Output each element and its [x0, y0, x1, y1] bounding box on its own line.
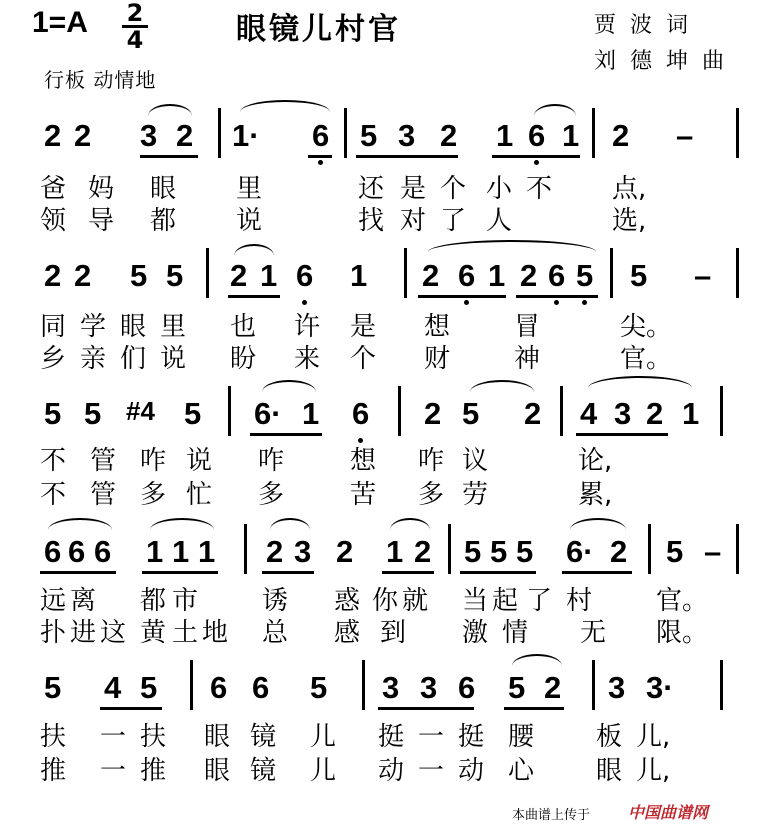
slur	[262, 380, 316, 392]
lyric-char: 市	[172, 586, 199, 616]
lyric-char: 尖。	[620, 312, 673, 342]
note: 3	[294, 534, 312, 569]
lyric-char: 论,	[578, 446, 613, 476]
lyric-line-3a	[0, 440, 761, 476]
lyric-char: 儿,	[636, 722, 671, 752]
lyric-char: 总	[262, 618, 289, 648]
site-logo[interactable]: 中国曲谱网	[628, 803, 709, 822]
note: 3	[614, 396, 632, 431]
notation-row-1	[0, 118, 761, 158]
lyric-char: 里	[160, 312, 187, 342]
note: 2	[612, 118, 630, 153]
octave-dot	[582, 300, 587, 305]
lyric-char: 扑	[40, 618, 67, 648]
lyric-char: 离	[70, 586, 97, 616]
underline-beam	[40, 571, 116, 574]
note: 2	[524, 396, 542, 431]
note: 6	[94, 534, 112, 569]
lyric-char: 领	[40, 206, 67, 236]
note: 6	[458, 258, 476, 293]
note: 2	[336, 534, 354, 569]
note: 6	[528, 118, 546, 153]
lyric-char: 个	[440, 174, 467, 204]
note: 5	[140, 670, 158, 705]
lyric-char: 地	[202, 618, 229, 648]
note: 3	[398, 118, 416, 153]
lyric-char: 许	[294, 312, 321, 342]
lyric-char: 到	[380, 618, 407, 648]
lyric-char: 冒	[514, 312, 541, 342]
lyric-char: 情	[502, 618, 529, 648]
note: 3	[608, 670, 626, 705]
note: 2	[424, 396, 442, 431]
note: 2	[544, 670, 562, 705]
note: 5	[462, 396, 480, 431]
lyric-char: 管	[90, 480, 117, 510]
note: 5	[630, 258, 648, 293]
lyric-line-2a	[0, 306, 761, 342]
lyric-char: 里	[236, 174, 263, 204]
note: 6	[352, 396, 370, 431]
slur	[270, 518, 310, 530]
lyric-char: 议	[462, 446, 489, 476]
note: 1	[198, 534, 216, 569]
note: #4	[126, 396, 155, 426]
lyric-char: 眼	[204, 722, 231, 752]
note: –	[694, 258, 712, 293]
note: 2	[414, 534, 432, 569]
underline-beam	[504, 707, 564, 710]
note: 2	[74, 258, 92, 293]
lyric-char: 一	[100, 722, 127, 752]
slur	[534, 104, 576, 116]
octave-dot	[302, 300, 307, 305]
barline	[244, 524, 247, 574]
lyric-char: 选,	[612, 206, 647, 236]
lyric-char: 了	[526, 586, 553, 616]
lyric-char: 个	[350, 344, 377, 374]
note: 6	[548, 258, 566, 293]
lyric-line-1b	[0, 200, 761, 236]
underline-beam	[576, 433, 668, 436]
lyric-char: 小	[486, 174, 513, 204]
note: –	[704, 534, 722, 569]
underline-beam	[140, 155, 198, 158]
slur	[234, 244, 274, 256]
lyric-char: 对	[400, 206, 427, 236]
lyric-char: 扶	[140, 722, 167, 752]
lyric-char: 了	[440, 206, 467, 236]
note: 1	[682, 396, 700, 431]
lyric-char: 还	[358, 174, 385, 204]
lyric-char: 点,	[612, 174, 647, 204]
lyric-char: 挺	[458, 722, 485, 752]
notation-row-5	[0, 670, 761, 710]
lyric-char: 人	[486, 206, 513, 236]
lyric-char: 劳	[462, 480, 489, 510]
note: 3·	[646, 670, 674, 705]
note: 2	[440, 118, 458, 153]
lyric-char: 咋	[418, 446, 445, 476]
lyric-char: 眼	[596, 756, 623, 786]
lyric-line-4b	[0, 612, 761, 648]
note: –	[676, 118, 694, 153]
lyric-char: 诱	[262, 586, 289, 616]
time-signature-bottom: 4	[126, 26, 144, 54]
note: 4	[580, 396, 598, 431]
lyric-char: 儿	[310, 722, 337, 752]
lyric-char: 亲	[80, 344, 107, 374]
note: 2	[44, 118, 62, 153]
key-signature: 1=A	[32, 6, 88, 39]
lyric-char: 不	[40, 480, 67, 510]
barline	[228, 386, 231, 436]
lyric-line-1a	[0, 168, 761, 204]
note: 6	[68, 534, 86, 569]
lyric-char: 起	[492, 586, 519, 616]
lyric-char: 忙	[186, 480, 213, 510]
lyric-line-5a	[0, 716, 761, 752]
barline	[218, 108, 221, 158]
note: 1	[350, 258, 368, 293]
lyric-char: 儿	[310, 756, 337, 786]
note: 6	[458, 670, 476, 705]
note: 6	[312, 118, 330, 153]
note: 2	[266, 534, 284, 569]
lyric-char: 动	[378, 756, 405, 786]
lyric-char: 多	[140, 480, 167, 510]
barline	[720, 660, 723, 710]
note: 5	[44, 396, 62, 431]
lyric-char: 挺	[378, 722, 405, 752]
note: 6	[44, 534, 62, 569]
lyric-char: 推	[40, 756, 67, 786]
lyric-line-2b	[0, 338, 761, 374]
octave-dot	[534, 160, 539, 165]
lyric-char: 镜	[250, 756, 277, 786]
barline	[592, 108, 595, 158]
underline-beam	[562, 571, 632, 574]
lyric-char: 儿,	[636, 756, 671, 786]
note: 4	[104, 670, 122, 705]
note: 5	[84, 396, 102, 431]
note: 2	[422, 258, 440, 293]
lyric-char: 妈	[88, 174, 115, 204]
lyric-char: 感	[334, 618, 361, 648]
note: 3	[140, 118, 158, 153]
upload-note: 本曲谱上传于	[512, 808, 591, 823]
note: 2	[176, 118, 194, 153]
lyric-char: 们	[120, 344, 147, 374]
note: 1	[386, 534, 404, 569]
note: 1	[488, 258, 506, 293]
note: 1	[302, 396, 320, 431]
note: 5	[44, 670, 62, 705]
lyric-line-3b	[0, 474, 761, 510]
barline	[560, 386, 563, 436]
lyric-char: 多	[418, 480, 445, 510]
lyric-char: 想	[424, 312, 451, 342]
note: 2	[44, 258, 62, 293]
note: 5	[490, 534, 508, 569]
lyric-char: 动	[458, 756, 485, 786]
lyric-char: 黄	[140, 618, 167, 648]
note: 1·	[232, 118, 260, 153]
lyric-char: 官。	[656, 586, 709, 616]
lyric-char: 说	[160, 344, 187, 374]
underline-beam	[382, 571, 434, 574]
slur	[150, 518, 214, 530]
underline-beam	[378, 707, 474, 710]
note: 5	[166, 258, 184, 293]
lyric-char: 眼	[150, 174, 177, 204]
barline	[404, 248, 407, 298]
underline-beam	[100, 707, 162, 710]
time-signature-top: 2	[126, 0, 144, 27]
lyric-char: 一	[100, 756, 127, 786]
slur	[390, 518, 430, 530]
slur	[148, 104, 192, 116]
underline-beam	[492, 155, 580, 158]
note: 6	[252, 670, 270, 705]
note: 5	[464, 534, 482, 569]
note: 6·	[566, 534, 594, 569]
note: 5	[508, 670, 526, 705]
lyric-char: 进	[70, 618, 97, 648]
lyric-char: 咋	[258, 446, 285, 476]
barline	[344, 108, 347, 158]
barline	[448, 524, 451, 574]
lyric-char: 说	[236, 206, 263, 236]
barline	[736, 524, 739, 574]
notation-row-2	[0, 258, 761, 298]
note: 6	[296, 258, 314, 293]
underline-beam	[228, 295, 280, 298]
note: 1	[172, 534, 190, 569]
barline	[736, 108, 739, 158]
lyric-char: 眼	[120, 312, 147, 342]
lyric-char: 推	[140, 756, 167, 786]
lyric-char: 盼	[230, 344, 257, 374]
slur	[240, 100, 330, 112]
notation-row-4	[0, 534, 761, 574]
note: 5	[360, 118, 378, 153]
lyric-char: 爸	[40, 174, 67, 204]
slur	[48, 518, 112, 530]
lyric-char: 限。	[656, 618, 709, 648]
lyric-char: 找	[358, 206, 385, 236]
note: 5	[310, 670, 328, 705]
lyric-char: 也	[230, 312, 257, 342]
barline	[648, 524, 651, 574]
lyric-char: 学	[80, 312, 107, 342]
composer-credit: 刘德坤曲	[594, 49, 739, 74]
note: 2	[610, 534, 628, 569]
lyric-char: 远	[40, 586, 67, 616]
lyric-char: 来	[294, 344, 321, 374]
barline	[362, 660, 365, 710]
lyric-char: 一	[418, 756, 445, 786]
note: 6·	[254, 396, 282, 431]
lyric-char: 是	[400, 174, 427, 204]
lyric-char: 就	[402, 586, 429, 616]
lyric-char: 腰	[508, 722, 535, 752]
barline	[610, 248, 613, 298]
lyric-char: 多	[258, 480, 285, 510]
octave-dot	[464, 300, 469, 305]
lyric-char: 心	[508, 756, 535, 786]
lyric-char: 苦	[350, 480, 377, 510]
underline-beam	[308, 155, 332, 158]
barline	[736, 248, 739, 298]
lyric-line-5b	[0, 750, 761, 786]
lyric-char: 你	[372, 586, 399, 616]
lyric-char: 扶	[40, 722, 67, 752]
slur	[428, 240, 596, 252]
lyric-char: 镜	[250, 722, 277, 752]
lyric-char: 管	[90, 446, 117, 476]
lyric-char: 一	[418, 722, 445, 752]
note: 1	[562, 118, 580, 153]
barline	[398, 386, 401, 436]
lyric-char: 都	[140, 586, 167, 616]
note: 1	[496, 118, 514, 153]
barline	[720, 386, 723, 436]
lyric-char: 这	[100, 618, 127, 648]
lyric-char: 咋	[140, 446, 167, 476]
lyric-char: 想	[350, 446, 377, 476]
note: 5	[184, 396, 202, 431]
note: 5	[130, 258, 148, 293]
barline	[206, 248, 209, 298]
lyric-char: 同	[40, 312, 67, 342]
barline	[592, 660, 595, 710]
slur	[588, 376, 692, 388]
lyric-char: 都	[150, 206, 177, 236]
lyric-char: 惑	[334, 586, 361, 616]
octave-dot	[318, 160, 323, 165]
underline-beam	[250, 433, 322, 436]
octave-dot	[554, 300, 559, 305]
note: 2	[520, 258, 538, 293]
lyricist-credit: 贾波词	[594, 13, 703, 38]
barline	[190, 660, 193, 710]
lyric-char: 累,	[578, 480, 613, 510]
lyric-char: 不	[526, 174, 553, 204]
slur	[470, 380, 534, 392]
underline-beam	[356, 155, 458, 158]
lyric-char: 神	[514, 344, 541, 374]
lyric-char: 导	[88, 206, 115, 236]
lyric-char: 不	[40, 446, 67, 476]
note: 2	[230, 258, 248, 293]
underline-beam	[516, 295, 598, 298]
underline-beam	[142, 571, 218, 574]
lyric-char: 说	[186, 446, 213, 476]
note: 5	[516, 534, 534, 569]
time-signature	[122, 0, 148, 54]
underline-beam	[262, 571, 314, 574]
lyric-line-4a	[0, 580, 761, 616]
lyric-char: 无	[580, 618, 607, 648]
lyric-char: 乡	[40, 344, 67, 374]
lyric-char: 是	[350, 312, 377, 342]
lyric-char: 眼	[204, 756, 231, 786]
lyric-char: 板	[596, 722, 623, 752]
slur	[570, 518, 626, 530]
lyric-char: 土	[172, 618, 199, 648]
note: 3	[420, 670, 438, 705]
note: 2	[74, 118, 92, 153]
underline-beam	[460, 571, 536, 574]
lyric-char: 官。	[620, 344, 673, 374]
note: 6	[210, 670, 228, 705]
note: 5	[576, 258, 594, 293]
note: 1	[146, 534, 164, 569]
lyric-char: 当	[462, 586, 489, 616]
lyric-char: 村	[566, 586, 593, 616]
lyric-char: 激	[462, 618, 489, 648]
song-title: 眼镜儿村官	[236, 12, 401, 47]
tempo-marking: 行板 动情地	[44, 68, 157, 92]
underline-beam	[418, 295, 506, 298]
note: 5	[666, 534, 684, 569]
slur	[512, 654, 562, 666]
notation-row-3	[0, 396, 761, 436]
lyric-char: 财	[424, 344, 451, 374]
note: 2	[646, 396, 664, 431]
note: 3	[382, 670, 400, 705]
note: 1	[260, 258, 278, 293]
